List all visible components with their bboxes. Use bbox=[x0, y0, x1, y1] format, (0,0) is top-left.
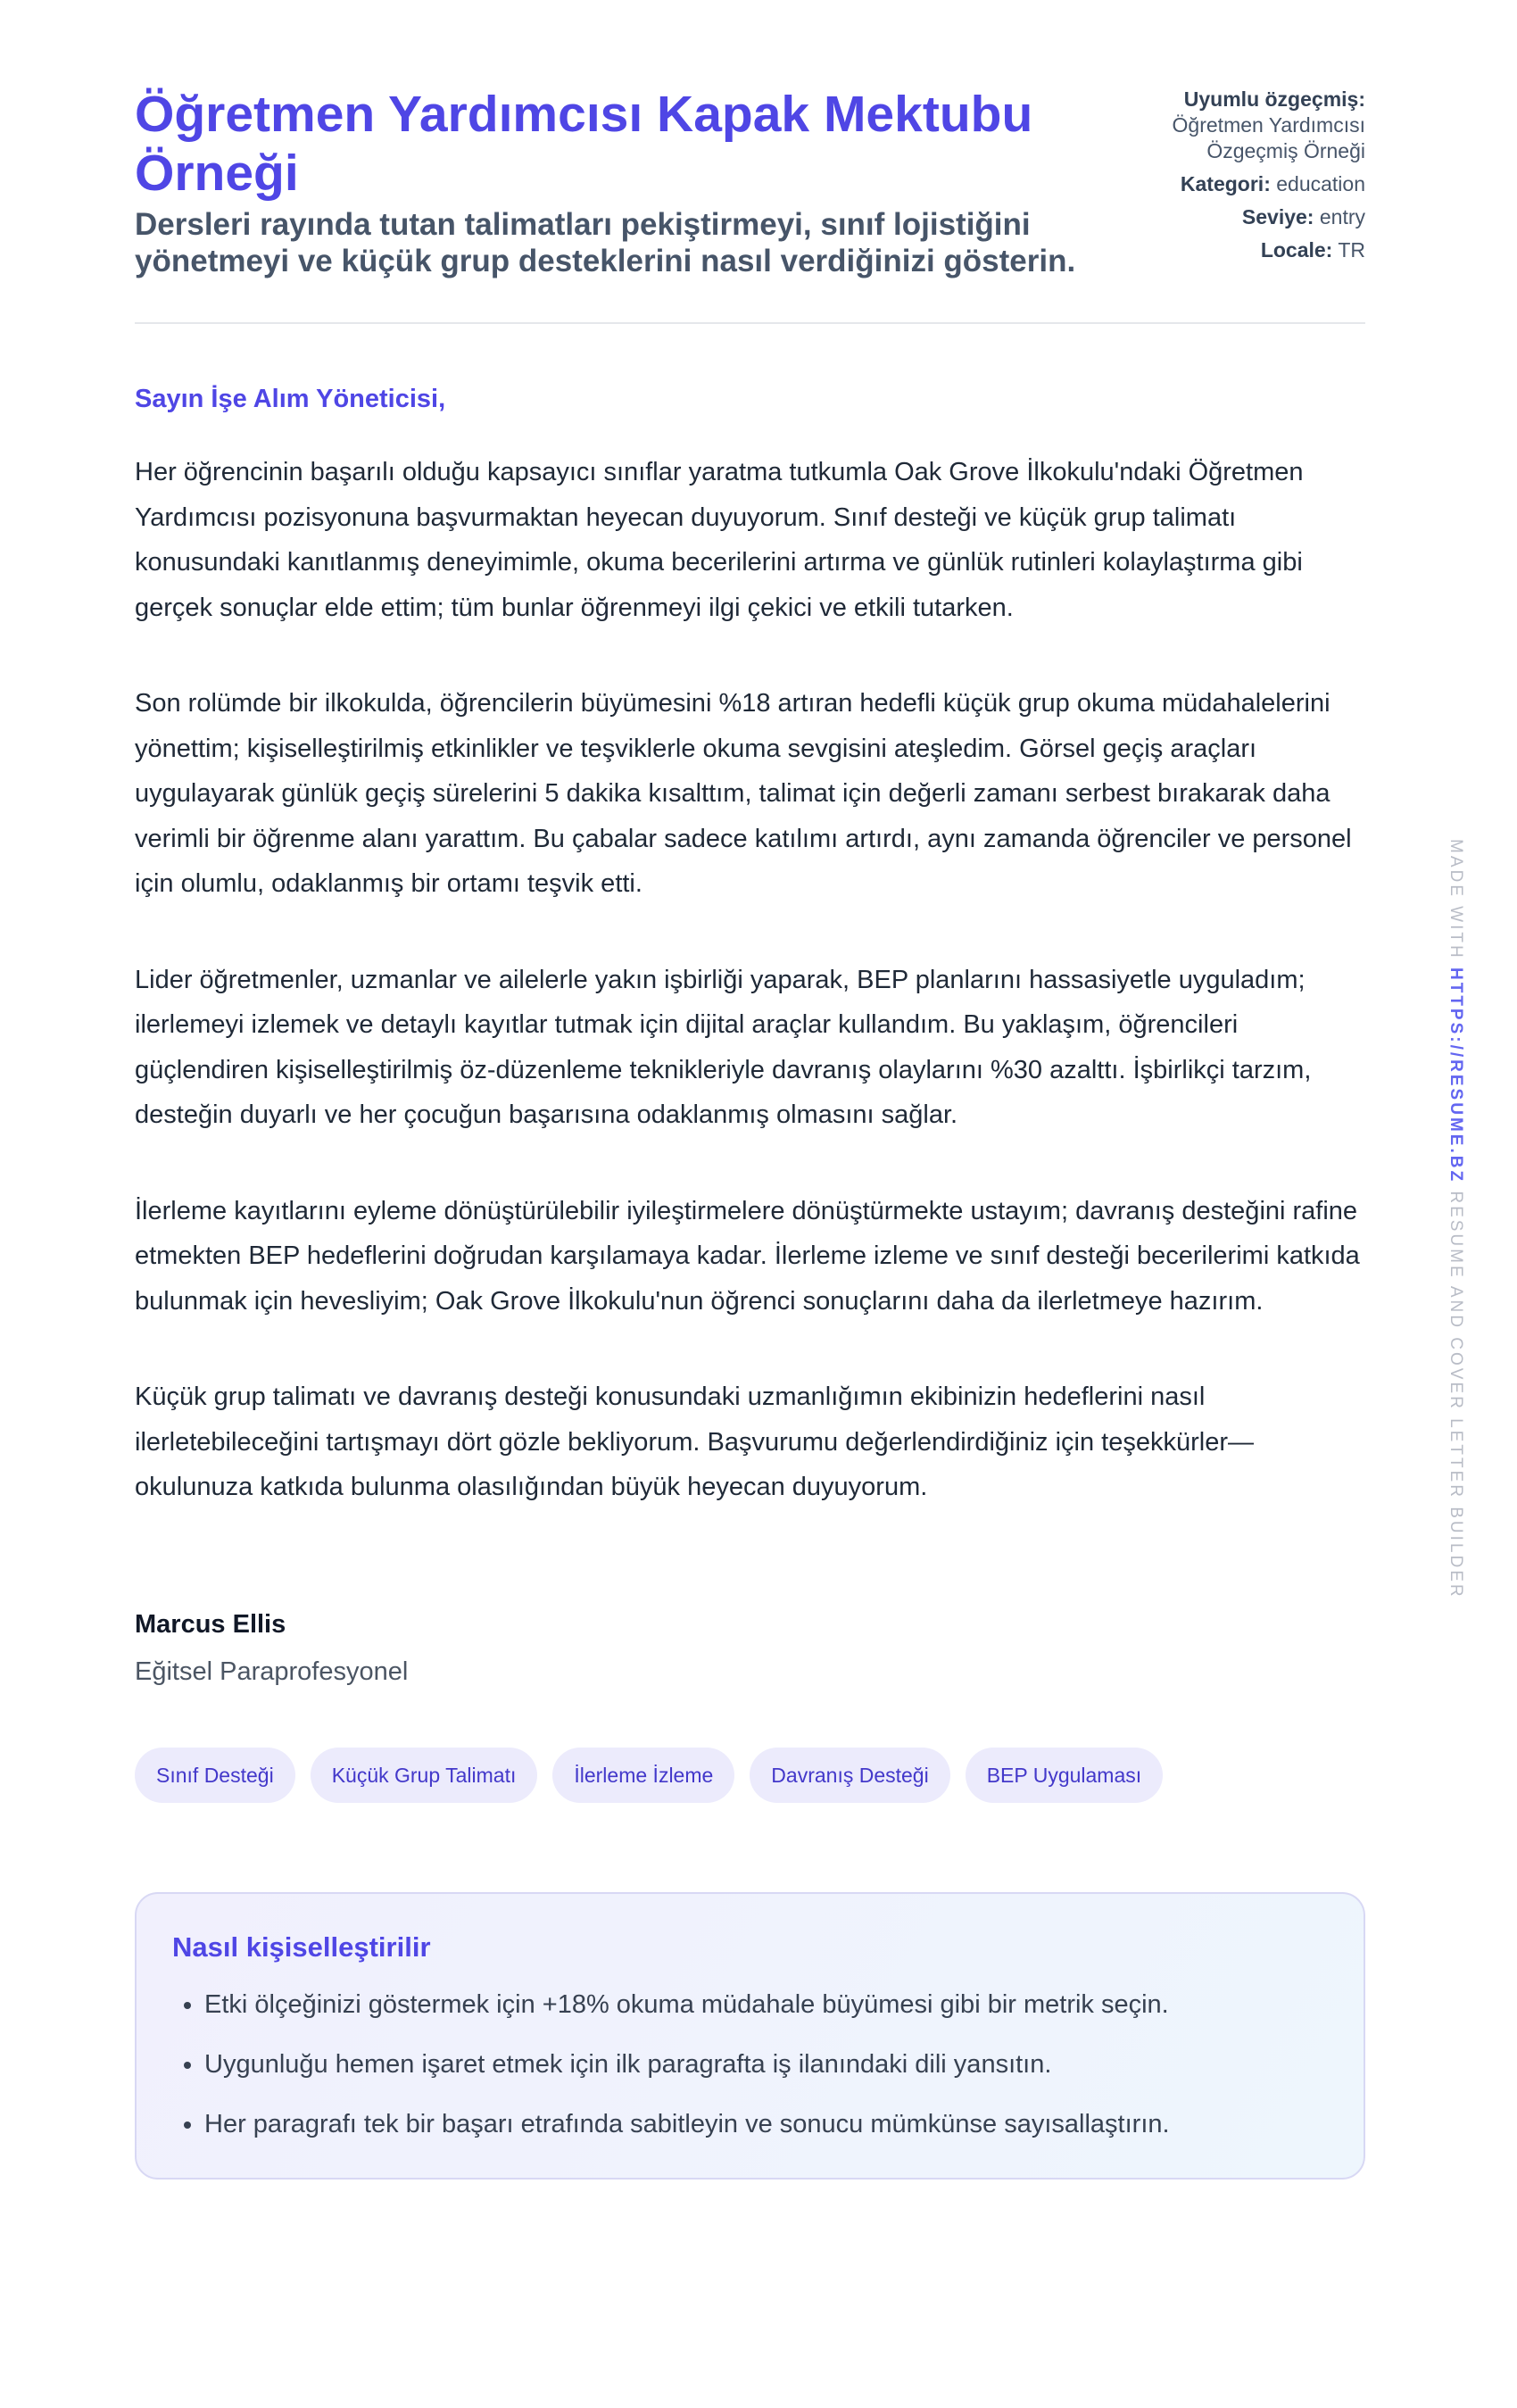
signature-title: Eğitsel Paraprofesyonel bbox=[135, 1657, 409, 1686]
level-label: Seviye: bbox=[1241, 205, 1314, 228]
watermark-link[interactable]: HTTPS://RESUME.BZ bbox=[1447, 967, 1465, 1184]
paragraph: İlerleme kayıtlarını eyleme dönüştürülebilir iyileştirmelere dönüştürmekte ustayım; davranış desteğini rafine etmekten BEP hedeflerini doğrudan karşılamaya kadar. İlerleme izleme ve sınıf desteği becerilerimi katkıda bulunmak için hevesliyim; Oak Grove İlkokulu'nun öğrenci sonuçlarını daha da ilerletmeye hazırım. bbox=[135, 1196, 1360, 1316]
skill-tag: Küçük Grup Talimatı bbox=[311, 1748, 538, 1803]
skill-tag: Davranış Desteği bbox=[750, 1748, 949, 1803]
tips-title: Nasıl kişiselleştirilir bbox=[172, 1931, 431, 1963]
resume-label: Uyumlu özgeçmiş: bbox=[1183, 87, 1365, 111]
category-label: Kategori: bbox=[1180, 172, 1271, 195]
level-value: entry bbox=[1319, 205, 1365, 228]
header bbox=[135, 85, 1365, 279]
locale-value: TR bbox=[1338, 238, 1365, 262]
paragraph: Son rolümde bir ilkokulda, öğrencilerin büyümesini %18 artıran hedefli küçük grup okuma müdahalelerini yönettim; kişiselleştirilmiş etkinlikler ve teşviklerle okuma sevgisini ateşledim. Görsel geçiş araçları uygulayarak günlük geçiş sürelerini 5 dakika kısalttım, talimat için değerli zamanı serbest bırakarak daha verimli bir öğrenme alanı yarattım. Bu çabalar sadece katılımı artırdı, aynı zamanda öğrenciler ve personel için olumlu, odaklanmış bir ortamı teşvik etti. bbox=[135, 689, 1352, 898]
category-value: education bbox=[1276, 172, 1365, 195]
locale-label: Locale: bbox=[1260, 238, 1333, 262]
paragraph: Lider öğretmenler, uzmanlar ve ailelerle yakın işbirliği yaparak, BEP planlarını hassasiyetle uyguladım; ilerlemeyi izlemek ve detaylı kayıtlar tutmak için dijital araçlar kullandım. Bu yaklaşım, öğrencileri güçlendiren kişiselleştirilmiş öz-düzenleme teknikleriyle davranış olaylarını %30 azalttı. İşbirlikçi tarzım, desteğin duyarlı ve her çocuğun başarısına odaklanmış olmasını sağlar. bbox=[135, 965, 1312, 1129]
page-title: Öğretmen Yardımcısı Kapak Mektubu Örneği bbox=[135, 86, 1033, 202]
watermark-suffix: RESUME AND COVER LETTER BUILDER bbox=[1447, 1191, 1465, 1599]
skill-tags bbox=[135, 1748, 1365, 1803]
meta-info bbox=[1098, 85, 1365, 279]
resume-link[interactable]: Öğretmen Yardımcısı Özgeçmiş Örneği bbox=[1172, 113, 1365, 162]
paragraph: Her öğrencinin başarılı olduğu kapsayıcı sınıflar yaratma tutkumla Oak Grove İlkokulu'ndaki Öğretmen Yardımcısı pozisyonuna başvurmaktan heyecan duyuyorum. Sınıf desteği ve küçük grup talimatı konusundaki kanıtlanmış deneyimimle, okuma becerilerini artırma ve günlük rutinleri kolaylaştırma gibi gerçek sonuçlar elde ettim; tüm bunlar öğrenmeyi ilgi çekici ve etkili tutarken. bbox=[135, 458, 1304, 622]
skill-tag: BEP Uygulaması bbox=[966, 1748, 1163, 1803]
divider bbox=[135, 322, 1365, 324]
paragraph: Küçük grup talimatı ve davranış desteği konusundaki uzmanlığımın ekibinizin hedeflerini nasıl ilerletebileceğini tartışmayı dört gözle bekliyorum. Başvurumu değerlendirdiğiniz için teşekkürler—okulunuza katkıda bulunma olasılığından büyük heyecan duyuyorum. bbox=[135, 1383, 1254, 1501]
skill-tag: İlerleme İzleme bbox=[552, 1748, 734, 1803]
tip-item: • Etki ölçeğinizi göstermek için +18% okuma müdahale büyümesi gibi bir metrik seçin. bbox=[204, 1987, 1328, 2022]
customization-tips bbox=[135, 1892, 1365, 2180]
signature-name: Marcus Ellis bbox=[135, 1609, 286, 1639]
tip-item: • Her paragrafı tek bir başarı etrafında sabitleyin ve sonucu mümkünse sayısallaştırın. bbox=[204, 2106, 1328, 2142]
page-subtitle: Dersleri rayında tutan talimatları pekiştirmeyi, sınıf lojistiğini yönetmeyi ve küçük grup desteklerini nasıl verdiğinizi gösterin. bbox=[135, 207, 1076, 278]
greeting: Sayın İşe Alım Yöneticisi, bbox=[135, 385, 446, 413]
skill-tag: Sınıf Desteği bbox=[135, 1748, 295, 1803]
tip-item: • Uygunluğu hemen işaret etmek için ilk paragrafta iş ilanındaki dili yansıtın. bbox=[204, 2047, 1328, 2082]
watermark-prefix: MADE WITH bbox=[1447, 839, 1465, 960]
cover-letter-page bbox=[135, 85, 1365, 2180]
watermark bbox=[1446, 839, 1465, 1599]
